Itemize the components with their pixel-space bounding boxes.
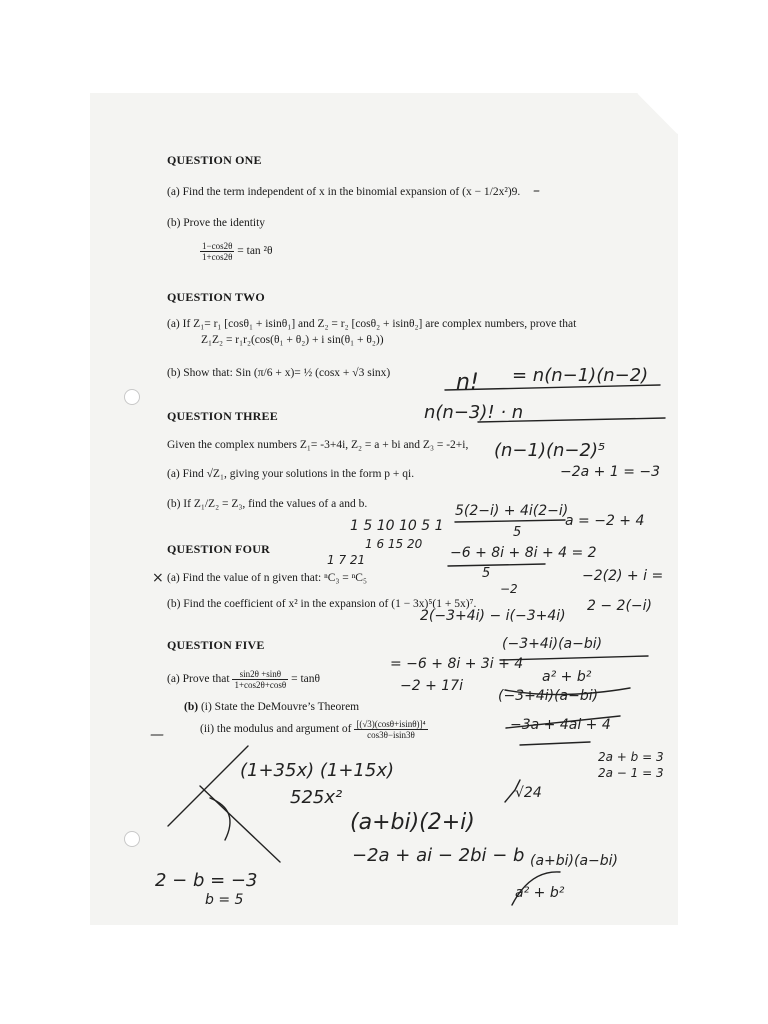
q5-part-b-ii-text: (ii) the modulus and argument of: [200, 723, 352, 736]
margin-mark-q5: —: [150, 727, 164, 743]
handwriting-n-denominator: n(n−3)! · n: [424, 402, 524, 423]
underline-n-icon: [478, 418, 665, 422]
q5-part-a-text: (a) Prove that: [167, 673, 230, 686]
q5-part-b-ii-numerator: [(√3)(cosθ+isinθ)]⁴: [356, 719, 426, 729]
handwriting-q3b-simplified: −6 + 8i + 8i + 4 = 2: [450, 545, 597, 561]
question-three-title: QUESTION THREE: [167, 409, 278, 423]
handwriting-modulus-squared: a² + b²: [542, 669, 592, 685]
fraction-bar-n-icon: [445, 385, 660, 390]
handwriting-conjugate-pair: (a+bi)(a−bi): [530, 853, 619, 869]
q4-part-b: (b) Find the coefficient of x² in the expansion of (1 − 3x)⁵(1 + 5x)⁷.: [167, 598, 477, 610]
scribble-crossout-icon: [505, 688, 630, 695]
handwriting-result: −2 + 17i: [400, 678, 463, 694]
handwriting-n-reduced: (n−1)(n−2)⁵: [494, 440, 606, 461]
handwriting-check-substitution: −2(2) + i =: [582, 568, 664, 584]
handwriting-product-expansion: −2a + ai − 2bi − b: [352, 845, 525, 866]
q3-intro: Given the complex numbers Z₁= -3+4i, Z₂ = a + bi and Z₃ = -2+i,: [167, 439, 469, 451]
q3-part-a: (a) Find √Z₁, giving your solutions in the form p + qi.: [167, 468, 415, 480]
q5-part-b-ii-denominator: cos3θ−isin3θ: [367, 730, 415, 740]
handwriting-conjugate-product: (−3+4i)(a−bi): [502, 636, 603, 652]
q1-identity-numerator: 1−cos2θ: [202, 241, 233, 251]
handwriting-q3b-five: 5: [482, 566, 491, 581]
q5-part-a-rhs: = tanθ: [291, 673, 321, 686]
margin-mark-q4: ×: [152, 570, 164, 586]
handwriting-pascal-row5: 1 5 10 10 5 1: [350, 518, 444, 534]
handwriting-pascal-row6: 1 6 15 20: [365, 537, 423, 551]
root-sign-stroke-icon: [505, 780, 520, 802]
sketch-curve-icon: [512, 872, 560, 905]
fraction-bar-q3b-lower-icon: [448, 564, 545, 566]
handwriting-q3b-numerator: 5(2−i) + 4i(2−i): [455, 503, 569, 519]
handwriting-coefficient: 525x²: [290, 787, 343, 808]
sketch-line-lower-icon: [200, 786, 280, 862]
handwriting-sum-squares: a² + b²: [515, 885, 565, 901]
handwriting-a-equation: −2a + 1 = −3: [560, 464, 661, 480]
question-one-title: QUESTION ONE: [167, 153, 262, 167]
handwriting-root-24: √24: [515, 785, 542, 801]
handwriting-crossed-product: (−3+4i)(a−bi): [498, 688, 599, 704]
handwriting-eq-one: 2a + b = 3: [598, 750, 664, 764]
handwriting-two-minus: 2 − 2(−i): [587, 598, 652, 614]
q1-part-a-text: (a) Find the term independent of x in the binomial expansion of: [167, 186, 460, 198]
q5-part-a-numerator: sin2θ +sinθ: [232, 669, 288, 680]
q1-part-a-expression: (x − 1/2x²)9.: [462, 186, 521, 198]
question-two-title: QUESTION TWO: [167, 290, 265, 304]
question-four-title: QUESTION FOUR: [167, 542, 270, 556]
q5-part-b-i-text: (i) State the DeMouvre’s Theorem: [200, 701, 360, 713]
sketch-line-upper-icon: [168, 746, 248, 826]
handwriting-expanded-sum: = −6 + 8i + 3i + 4: [390, 656, 524, 672]
q2-part-a-line1: (a) If Z₁= r₁ [cosθ₁ + isinθ₁] and Z₂ = r₂ [cosθ₂ + isinθ₂] are complex numbers, prove that: [167, 318, 577, 330]
handwriting-pascal-row7: 1 7 21: [327, 553, 366, 567]
margin-mark-q1: –: [533, 183, 540, 199]
underline-fraction-icon: [520, 742, 590, 745]
q1-identity-denominator: 1+cos2θ: [202, 252, 233, 262]
fraction-bar-conjugate-icon: [500, 656, 648, 660]
strikethrough-icon: [506, 716, 620, 728]
q5-part-a-denominator: 1+cos2θ+cosθ: [234, 680, 287, 690]
handwriting-crossed-expansion: −3a + 4ai + 4: [510, 717, 611, 733]
q2-part-a-line2: Z₁Z₂ = r₁r₂(cos(θ₁ + θ₂) + i sin(θ₁ + θ₂)): [201, 334, 384, 346]
q1-identity-rhs: = tan ²θ: [237, 245, 273, 258]
handwriting-minus-two: −2: [500, 582, 518, 596]
handwriting-product-ab: (a+bi)(2+i): [350, 810, 475, 835]
handwriting-n-factorial: n!: [456, 370, 479, 395]
q3-part-b: (b) If Z₁/Z₂ = Z₃, find the values of a and b.: [167, 498, 368, 510]
handwriting-b-equation: 2 − b = −3: [155, 870, 258, 891]
fraction-bar-q3b-icon: [455, 520, 565, 522]
q2-part-b: (b) Show that: Sin (π/6 + x)= ½ (cosx + √3 sinx): [167, 367, 391, 379]
q5-part-b-label: (b): [184, 701, 199, 713]
handwriting-b-value: b = 5: [205, 892, 244, 908]
handwriting-n-expansion: = n(n−1)(n−2): [512, 365, 649, 386]
handwriting-binomial-terms: (1+35x) (1+15x): [240, 760, 394, 781]
handwriting-q3b-denominator: 5: [513, 525, 522, 540]
q1-part-b: (b) Prove the identity: [167, 217, 266, 229]
handwriting-eq-two: 2a − 1 = 3: [598, 766, 664, 780]
q4-part-a: (a) Find the value of n given that: ⁿC₃ = ⁿC₅: [167, 572, 367, 584]
handwriting-expansion-product: 2(−3+4i) − i(−3+4i): [420, 608, 566, 624]
handwriting-a-value: a = −2 + 4: [565, 513, 645, 529]
question-five-title: QUESTION FIVE: [167, 638, 265, 652]
